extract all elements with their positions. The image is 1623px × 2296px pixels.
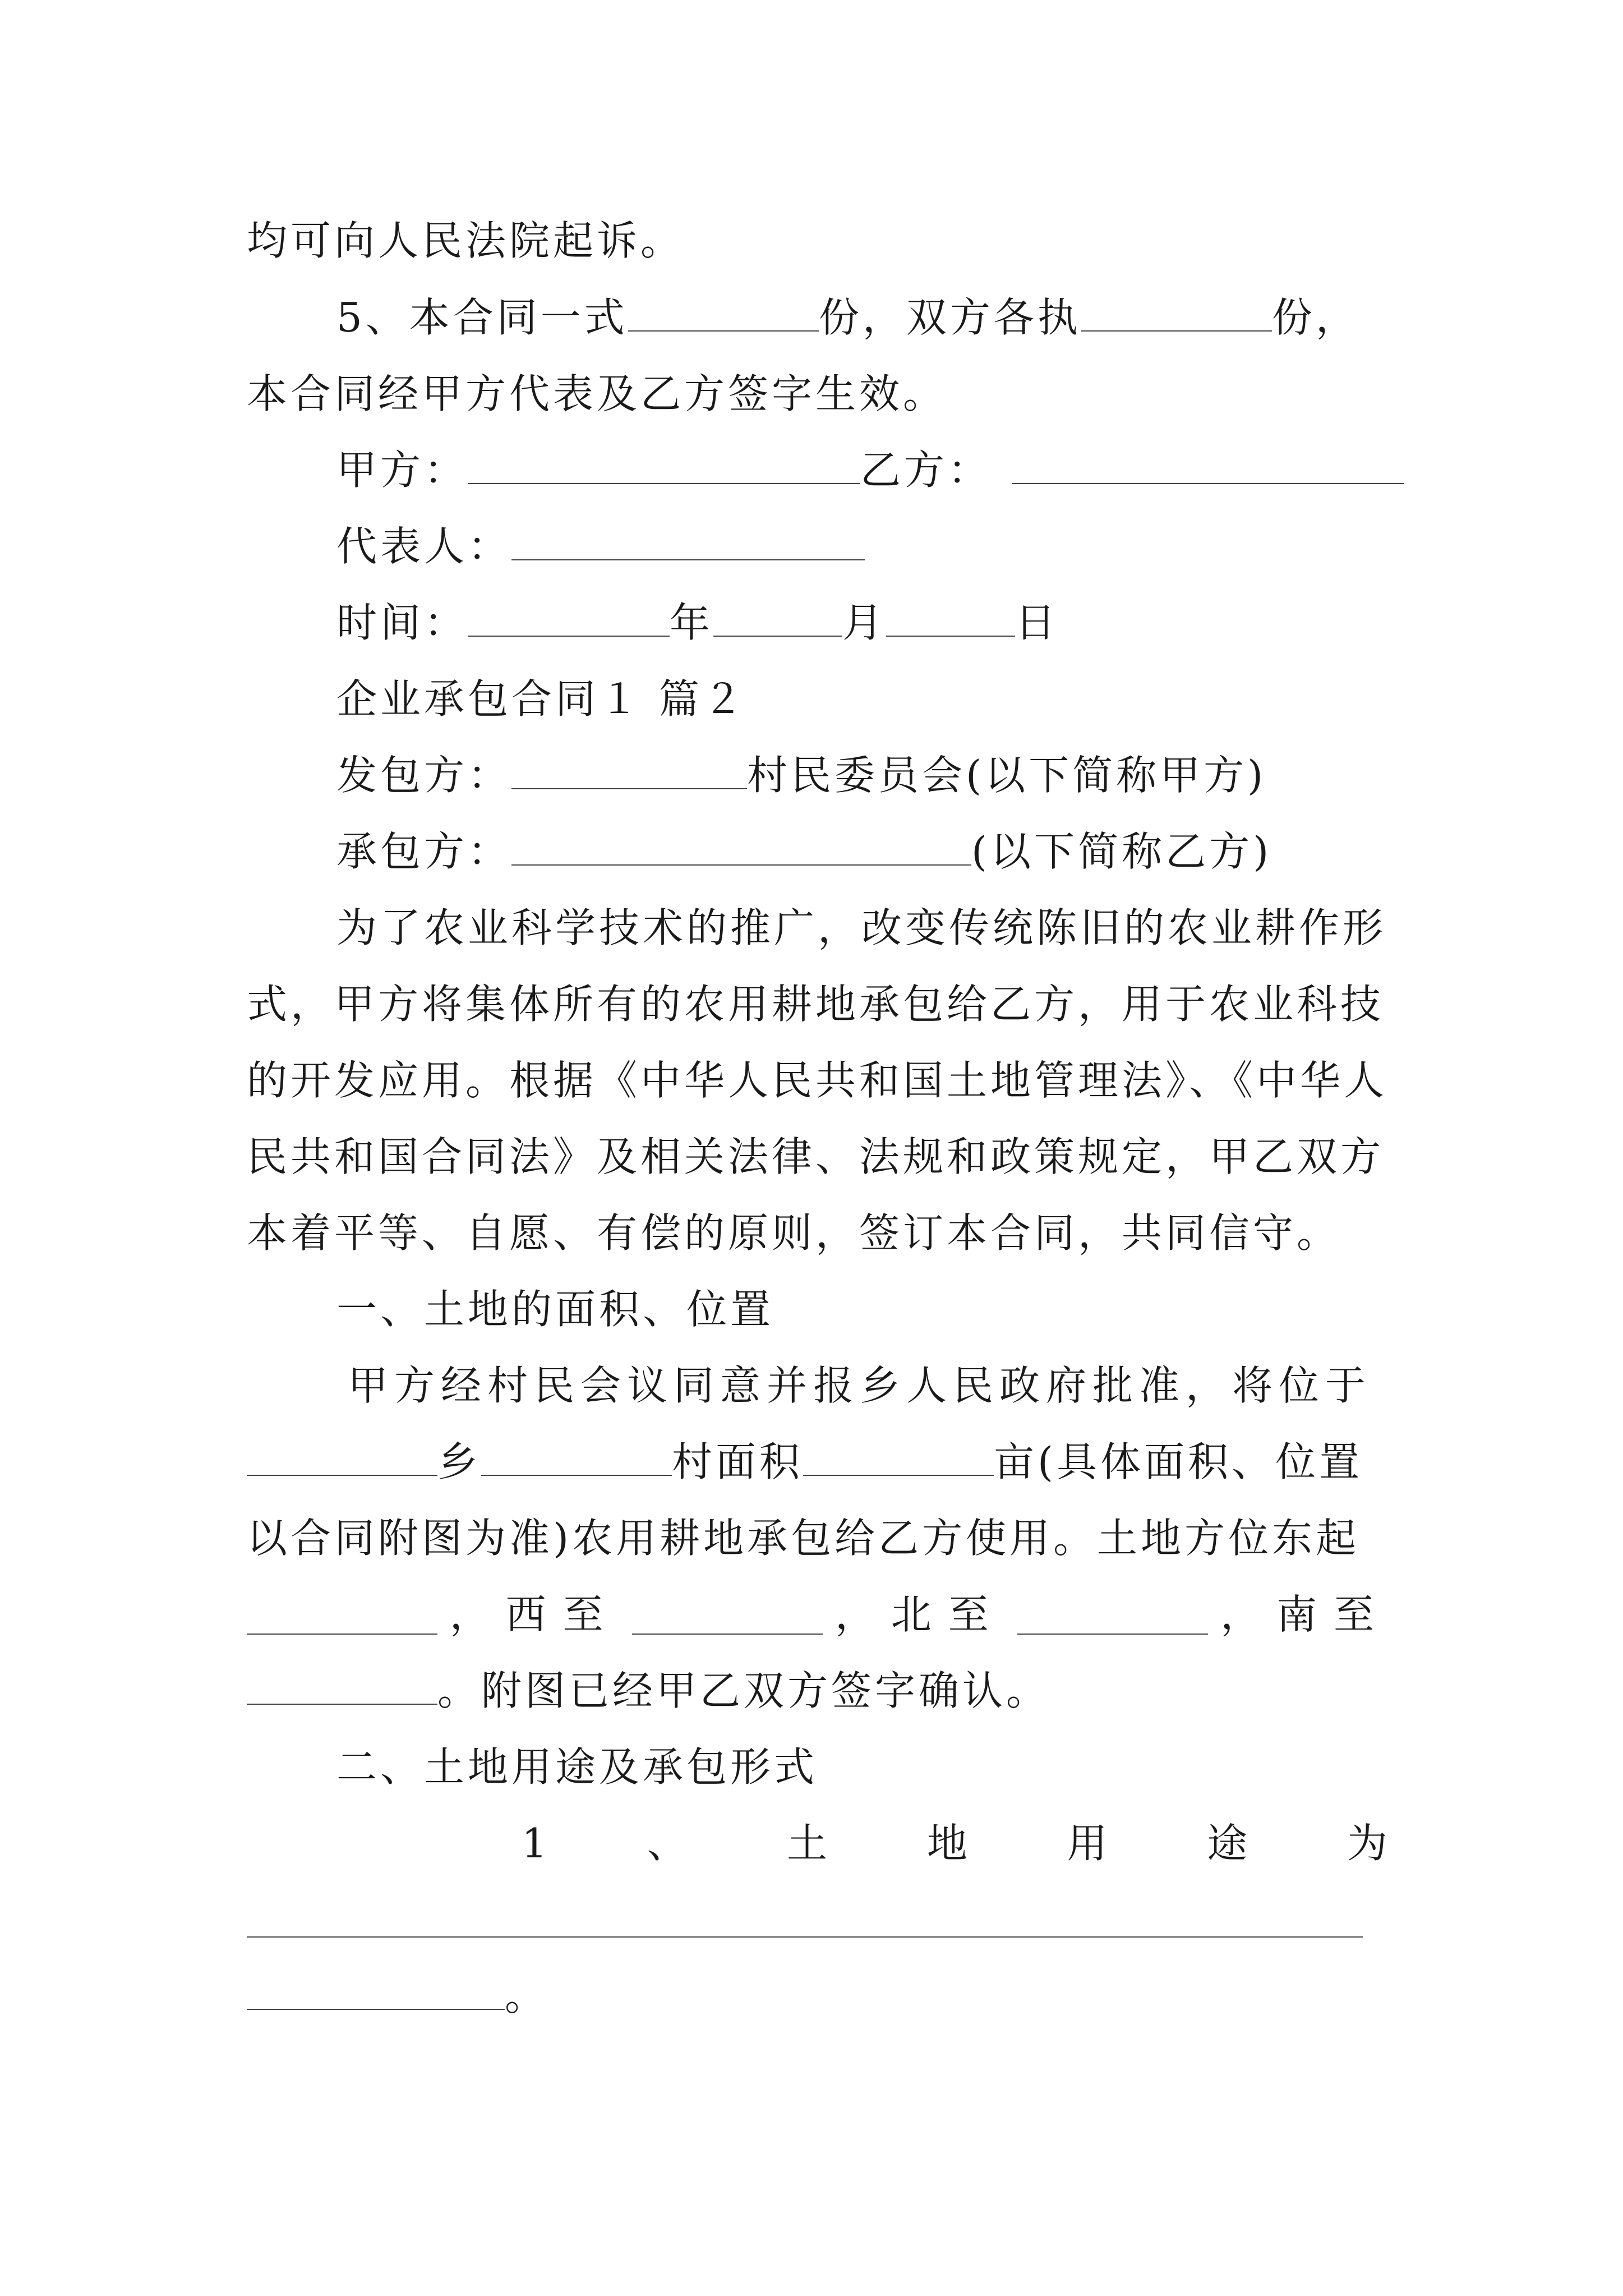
text-line <box>247 370 1391 417</box>
signature-line <box>336 447 1391 494</box>
north-blank <box>1017 1602 1208 1635</box>
contractee-blank <box>511 833 971 866</box>
clause-text: 5、本合同一式 <box>336 294 628 341</box>
clause-text: 亩(具体面积、位置 <box>994 1438 1363 1485</box>
spaced-char: 土 <box>787 1820 831 1867</box>
section-heading <box>336 1743 1391 1791</box>
party-line <box>336 828 1391 875</box>
paragraph-text: 甲方经村民会议同意并报乡人民政府批准，将位于 <box>348 1362 1372 1409</box>
text-line <box>348 1362 1402 1409</box>
representative-label: 代表人： <box>336 523 512 570</box>
blank-field <box>628 299 819 332</box>
punctuation: 、 <box>647 1820 691 1867</box>
party-a-blank <box>468 452 860 484</box>
day-label: 日 <box>1015 599 1059 646</box>
east-blank <box>247 1602 437 1635</box>
spaced-char: 为 <box>1347 1820 1391 1867</box>
west-label: 西至 <box>505 1591 620 1638</box>
clause-text: 。附图已经甲乙双方签字确认。 <box>437 1667 1050 1714</box>
south-label: 南至 <box>1276 1591 1391 1638</box>
spaced-char: 途 <box>1207 1820 1251 1867</box>
party-a-label: 甲方： <box>336 447 468 494</box>
section-heading <box>336 1286 1391 1333</box>
land-use-blank <box>247 1936 1363 1938</box>
township-blank <box>247 1443 437 1476</box>
text-line <box>247 1972 1391 2019</box>
separator-text: ， <box>834 1591 879 1638</box>
separator-text: ， <box>449 1591 494 1638</box>
village-blank <box>481 1443 672 1476</box>
land-use-line <box>522 1820 1391 1867</box>
separator-text: ， <box>1220 1591 1265 1638</box>
west-blank <box>632 1602 823 1635</box>
representative-blank <box>511 528 865 560</box>
text-line <box>336 294 1391 341</box>
contractee-label: 承包方： <box>336 828 512 875</box>
date-label: 时间： <box>336 599 468 646</box>
spaced-char: 地 <box>926 1820 971 1867</box>
clause-text: 份， <box>1271 294 1359 341</box>
text-line <box>247 1209 1391 1257</box>
text-line <box>247 1515 1391 1562</box>
contract-title: 企业承包合同１ 篇２ <box>336 675 746 723</box>
signature-line <box>336 523 1391 570</box>
text-line <box>247 1133 1391 1180</box>
land-use-blank-end <box>247 1977 505 2010</box>
text-line <box>247 217 1391 264</box>
year-blank <box>468 604 670 637</box>
text-line <box>336 904 1391 951</box>
paragraph-text: 本合同经甲方代表及乙方签字生效。 <box>247 370 947 417</box>
clause-text: 份，双方各执 <box>818 294 1081 341</box>
day-blank <box>886 604 1015 637</box>
text-line <box>247 981 1391 1028</box>
month-blank <box>713 604 842 637</box>
text-line <box>247 1438 1391 1485</box>
boundary-line <box>247 1591 1391 1638</box>
blank-field <box>1081 299 1272 332</box>
text-line <box>247 1667 1391 1714</box>
party-line <box>336 752 1391 799</box>
heading-text: 一、土地的面积、位置 <box>336 1286 774 1333</box>
contractor-label: 发包方： <box>336 752 512 799</box>
month-label: 月 <box>842 599 887 646</box>
text-line <box>247 1057 1391 1104</box>
paragraph-text: 的开发应用。根据《中华人民共和国土地管理法》、《中华人 <box>247 1057 1388 1104</box>
party-b-label: 乙方： <box>860 447 992 494</box>
party-b-blank <box>1012 452 1404 484</box>
paragraph-text: 本着平等、自愿、有偿的原则，签订本合同，共同信守。 <box>247 1209 1341 1257</box>
village-blank <box>511 757 747 789</box>
paragraph-text: 为了农业科学技术的推广，改变传统陈旧的农业耕作形 <box>336 904 1387 951</box>
section-title <box>336 675 1391 723</box>
list-number: 1 <box>522 1820 551 1867</box>
period-text: 。 <box>505 1972 549 2019</box>
spaced-char: 用 <box>1067 1820 1111 1867</box>
date-line <box>336 599 1391 646</box>
party-b-description: (以下简称乙方) <box>971 828 1272 875</box>
north-label: 北至 <box>891 1591 1006 1638</box>
paragraph-text: 式，甲方将集体所有的农用耕地承包给乙方，用于农业科技 <box>247 981 1385 1028</box>
paragraph-text: 均可向人民法院起诉。 <box>247 217 685 264</box>
paragraph-text: 民共和国合同法》及相关法律、法规和政策规定，甲乙双方 <box>247 1133 1385 1180</box>
south-blank <box>247 1672 437 1705</box>
township-label: 乡 <box>437 1438 482 1485</box>
area-label: 村面积 <box>672 1438 804 1485</box>
area-blank <box>803 1443 994 1476</box>
paragraph-text: 以合同附图为准)农用耕地承包给乙方使用。土地方位东起 <box>247 1515 1360 1562</box>
year-label: 年 <box>670 599 714 646</box>
party-a-description: 村民委员会(以下简称甲方) <box>747 752 1267 799</box>
heading-text: 二、土地用途及承包形式 <box>336 1743 818 1791</box>
